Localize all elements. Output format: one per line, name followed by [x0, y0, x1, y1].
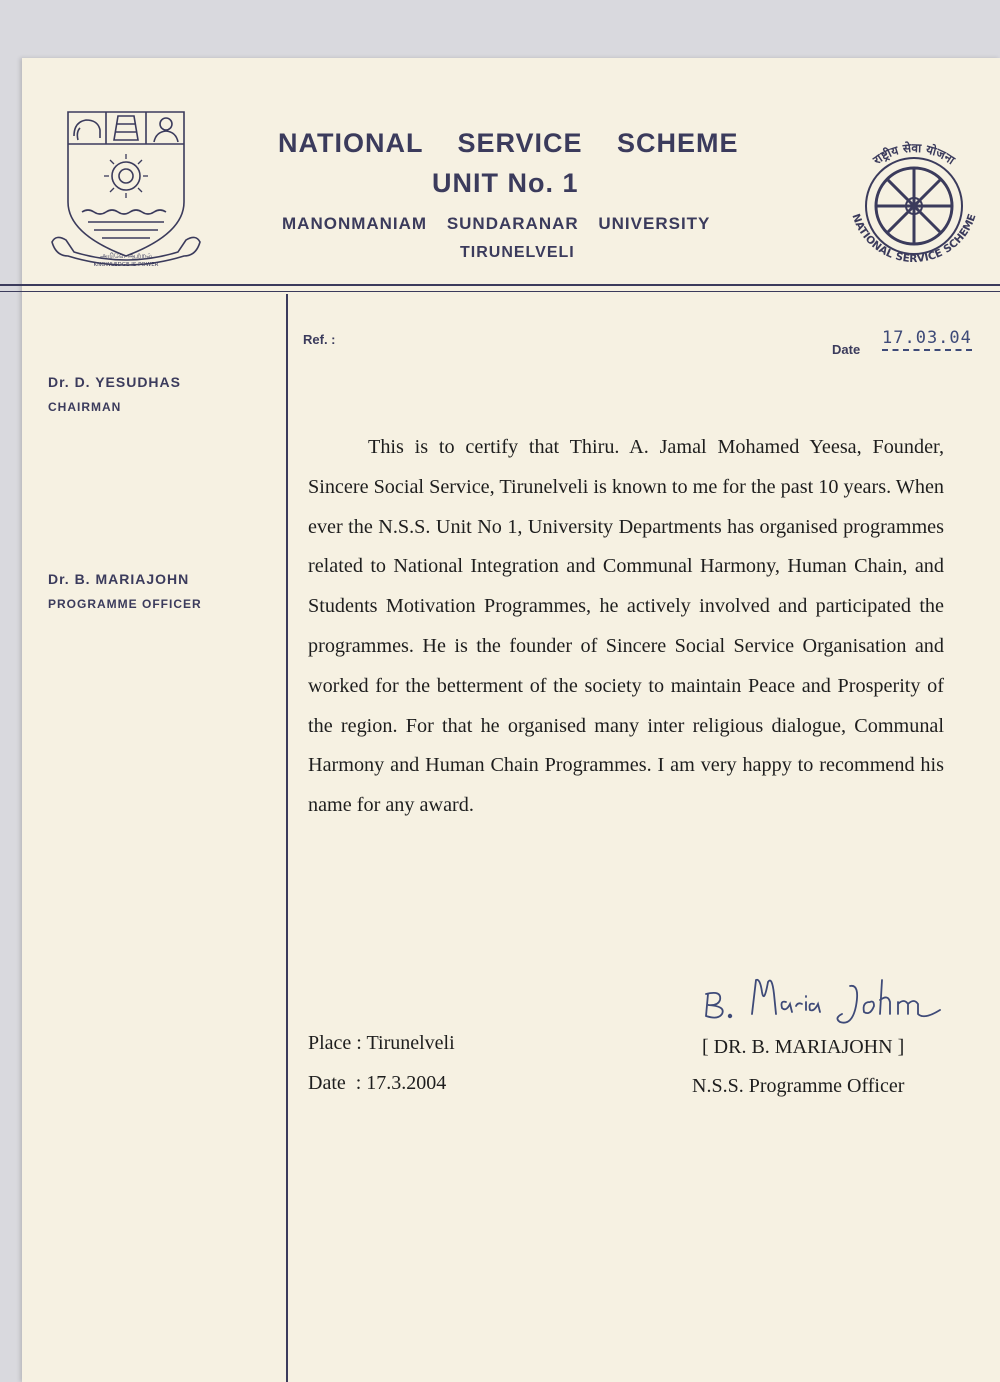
nss-logo [836, 128, 992, 294]
date-label: Date [832, 342, 861, 357]
header-title: NATIONAL SERVICE SCHEME [278, 128, 739, 158]
nss-logo-hindi: राष्ट्रीय सेवा योजना [870, 140, 958, 168]
officer-role: PROGRAMME OFFICER [48, 597, 202, 611]
place-line: Place : Tirunelveli [308, 1032, 455, 1054]
nss-logo-english: NATIONAL SERVICE SCHEME [849, 212, 979, 266]
signatory-title: N.S.S. Programme Officer [692, 1075, 905, 1097]
header-unit: UNIT No. 1 [432, 168, 579, 198]
chairman-role: CHAIRMAN [48, 400, 122, 414]
header-university: MANONMANIAM SUNDARANAR UNIVERSITY [282, 214, 711, 233]
svg-text:राष्ट्रीय सेवा योजना [870, 141, 958, 168]
emblem-motto-tamil: அறிவே ஆற்றல் [100, 252, 152, 260]
header-divider [0, 284, 1000, 292]
handwritten-date: 17.03.04 [882, 328, 972, 351]
signature [700, 966, 950, 1036]
chairman-name: Dr. D. YESUDHAS [48, 374, 181, 390]
ref-label: Ref. : [303, 332, 336, 347]
sidebar-divider [286, 294, 288, 1382]
date-line: Date : 17.3.2004 [308, 1072, 447, 1094]
officer-name: Dr. B. MARIAJOHN [48, 571, 190, 587]
signatory-name: [ DR. B. MARIAJOHN ] [702, 1036, 905, 1058]
letter-body: This is to certify that Thiru. A. Jamal Mohamed Yeesa, Founder, Sincere Social Service, Tirunelveli is known to me for the past 10 years. When ever the N.S.S. Unit No 1, University Departments has organised programmes related to National Integration and Communal Harmony, Human Chain, and Students Motivation Programmes, he actively involved and participated the programmes. He is the founder of Sincere Social Service Organisation and worked for the betterment of the society to maintain Peace and Prosperity of the region. For that he organised many inter religious dialogue, Communal Harmony and Human Chain Programmes. I am very happy to recommend his name for any award. [308, 436, 944, 817]
header-city: TIRUNELVELI [460, 244, 575, 261]
signature-script: B. Maria John [700, 966, 706, 967]
university-emblem [48, 106, 204, 272]
emblem-motto-english: KNOWLEDGE IS POWER [93, 262, 159, 268]
